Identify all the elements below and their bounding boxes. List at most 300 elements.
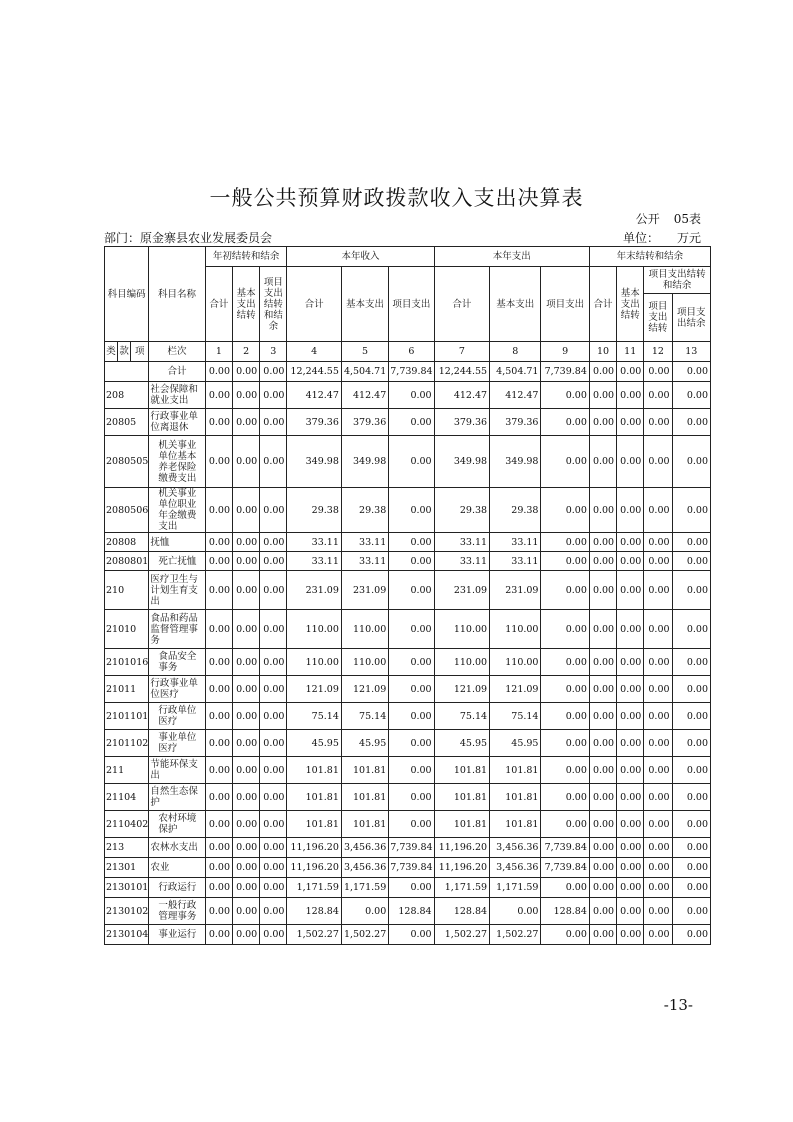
value-cell: 0.00 [233,925,260,945]
value-cell: 33.11 [341,552,388,571]
value-cell: 0.00 [617,610,644,649]
value-cell: 0.00 [672,488,710,533]
value-cell: 110.00 [287,610,341,649]
value-cell: 33.11 [490,533,541,552]
value-cell: 0.00 [389,784,434,811]
value-cell: 0.00 [233,649,260,676]
value-cell: 0.00 [260,552,287,571]
value-cell: 0.00 [260,362,287,382]
subject-name-cell: 社会保障和就业支出 [149,382,205,409]
value-cell: 0.00 [233,811,260,838]
value-cell: 0.00 [233,838,260,858]
subject-code-cell: 2130104 [105,925,149,945]
value-cell: 0.00 [644,878,672,898]
table-row [105,571,711,610]
subject-name-cell: 一般行政管理事务 [149,898,205,925]
value-cell: 0.00 [617,382,644,409]
value-cell: 0.00 [541,925,589,945]
value-cell: 0.00 [644,676,672,703]
subject-name-cell: 农业 [149,858,205,878]
value-cell: 0.00 [644,730,672,757]
value-cell: 0.00 [260,571,287,610]
value-cell: 12,244.55 [287,362,341,382]
subject-name-cell: 合计 [149,362,205,382]
value-cell: 0.00 [541,676,589,703]
subject-name-cell: 医疗卫生与计划生育支出 [149,571,205,610]
value-cell: 0.00 [233,784,260,811]
table-row [105,409,711,436]
value-cell: 0.00 [389,878,434,898]
value-cell: 0.00 [617,858,644,878]
value-cell: 0.00 [589,925,616,945]
value-cell: 7,739.84 [541,858,589,878]
subject-code-cell: 213 [105,838,149,858]
value-cell: 121.09 [490,676,541,703]
value-cell: 3,456.36 [341,838,388,858]
value-cell: 0.00 [589,533,616,552]
value-cell: 0.00 [260,878,287,898]
value-cell: 1,171.59 [434,878,489,898]
value-cell: 0.00 [389,757,434,784]
value-cell: 0.00 [589,610,616,649]
value-cell: 0.00 [233,362,260,382]
value-cell: 33.11 [287,533,341,552]
header-subject-name: 科目名称 [149,247,205,342]
column-number: 5 [341,342,388,362]
value-cell: 0.00 [589,703,616,730]
value-cell: 231.09 [434,571,489,610]
value-cell: 0.00 [672,552,710,571]
value-cell: 0.00 [541,730,589,757]
column-number: 2 [233,342,260,362]
value-cell: 0.00 [617,436,644,488]
value-cell: 0.00 [260,703,287,730]
value-cell: 0.00 [205,878,232,898]
header-closing-total: 合计 [589,267,616,342]
value-cell: 0.00 [589,409,616,436]
value-cell: 0.00 [233,533,260,552]
subject-code-cell: 210 [105,571,149,610]
value-cell: 0.00 [205,409,232,436]
value-cell: 0.00 [205,488,232,533]
value-cell: 349.98 [434,436,489,488]
department-label: 部门：原金寨县农业发展委员会 [104,231,273,245]
value-cell: 0.00 [589,362,616,382]
value-cell: 0.00 [672,409,710,436]
value-cell: 0.00 [644,552,672,571]
value-cell: 0.00 [672,925,710,945]
value-cell: 11,196.20 [287,858,341,878]
column-number: 3 [260,342,287,362]
value-cell: 29.38 [287,488,341,533]
value-cell: 0.00 [260,730,287,757]
subject-code-cell: 2130102 [105,898,149,925]
value-cell: 0.00 [260,858,287,878]
subject-name-cell: 行政运行 [149,878,205,898]
value-cell: 0.00 [672,811,710,838]
subject-code-cell: 20805 [105,409,149,436]
value-cell: 75.14 [490,703,541,730]
subject-code-cell: 2110402 [105,811,149,838]
column-number: 10 [589,342,616,362]
table-row [105,784,711,811]
value-cell: 379.36 [434,409,489,436]
table-row [105,838,711,858]
value-cell: 0.00 [233,552,260,571]
table-row [105,552,711,571]
value-cell: 412.47 [490,382,541,409]
value-cell: 0.00 [644,838,672,858]
value-cell: 0.00 [617,552,644,571]
value-cell: 0.00 [233,757,260,784]
budget-table [104,246,711,945]
value-cell: 0.00 [617,362,644,382]
value-cell: 7,739.84 [541,362,589,382]
value-cell: 0.00 [541,488,589,533]
value-cell: 7,739.84 [389,362,434,382]
value-cell: 0.00 [260,784,287,811]
form-number-label: 公开 [635,212,660,226]
value-cell: 0.00 [260,533,287,552]
value-cell: 0.00 [672,533,710,552]
value-cell: 45.95 [434,730,489,757]
header-income-project: 项目支出 [389,267,434,342]
subject-code-cell: 2130101 [105,878,149,898]
value-cell: 0.00 [233,382,260,409]
value-cell: 0.00 [672,838,710,858]
value-cell: 1,502.27 [490,925,541,945]
column-number: 9 [541,342,589,362]
value-cell: 0.00 [490,898,541,925]
value-cell: 0.00 [617,571,644,610]
subject-name-cell: 自然生态保护 [149,784,205,811]
header-opening-balance: 年初结转和结余 [205,247,287,267]
header-expense-project: 项目支出 [541,267,589,342]
column-number: 12 [644,342,672,362]
table-row [105,898,711,925]
value-cell: 0.00 [589,730,616,757]
value-cell: 29.38 [341,488,388,533]
value-cell: 0.00 [589,571,616,610]
value-cell: 128.84 [389,898,434,925]
value-cell: 4,504.71 [341,362,388,382]
value-cell: 110.00 [341,649,388,676]
subject-name-cell: 食品安全事务 [149,649,205,676]
subject-name-cell: 食品和药品监督管理事务 [149,610,205,649]
value-cell: 0.00 [589,552,616,571]
value-cell: 121.09 [434,676,489,703]
value-cell: 349.98 [490,436,541,488]
table-row [105,610,711,649]
subject-name-cell: 行政事业单位医疗 [149,676,205,703]
value-cell: 121.09 [341,676,388,703]
value-cell: 0.00 [389,649,434,676]
header-subject-code: 科目编码 [105,247,149,342]
value-cell: 0.00 [260,610,287,649]
value-cell: 110.00 [490,610,541,649]
subject-code-cell: 2101101 [105,703,149,730]
value-cell: 0.00 [389,552,434,571]
subject-code-cell: 2080505 [105,436,149,488]
value-cell: 0.00 [205,898,232,925]
value-cell: 0.00 [644,858,672,878]
value-cell: 0.00 [541,409,589,436]
value-cell: 0.00 [541,784,589,811]
value-cell: 0.00 [233,436,260,488]
value-cell: 0.00 [672,382,710,409]
subject-name-cell: 机关事业单位基本养老保险缴费支出 [149,436,205,488]
table-row [105,436,711,488]
value-cell: 0.00 [205,811,232,838]
header-closing-balance: 年末结转和结余 [589,247,710,267]
value-cell: 0.00 [644,409,672,436]
value-cell: 0.00 [205,784,232,811]
value-cell: 0.00 [644,610,672,649]
value-cell: 0.00 [205,552,232,571]
subject-code-cell: 211 [105,757,149,784]
value-cell: 128.84 [287,898,341,925]
value-cell: 12,244.55 [434,362,489,382]
value-cell: 0.00 [617,676,644,703]
value-cell: 0.00 [644,757,672,784]
header-kuan: 款 [118,342,131,362]
value-cell: 101.81 [434,784,489,811]
value-cell: 349.98 [341,436,388,488]
value-cell: 0.00 [589,757,616,784]
value-cell: 0.00 [617,878,644,898]
value-cell: 33.11 [434,533,489,552]
subject-code-cell: 2101102 [105,730,149,757]
value-cell: 45.95 [341,730,388,757]
value-cell: 0.00 [233,898,260,925]
value-cell: 0.00 [260,757,287,784]
subject-name-cell: 机关事业单位职业年金缴费支出 [149,488,205,533]
header-expense-total: 合计 [434,267,489,342]
value-cell: 0.00 [233,878,260,898]
value-cell: 1,502.27 [287,925,341,945]
value-cell: 0.00 [389,610,434,649]
table-row [105,858,711,878]
value-cell: 412.47 [341,382,388,409]
value-cell: 0.00 [541,649,589,676]
value-cell: 0.00 [644,488,672,533]
subject-code-cell: 21104 [105,784,149,811]
subject-name-cell: 抚恤 [149,533,205,552]
value-cell: 101.81 [287,757,341,784]
column-number: 6 [389,342,434,362]
value-cell: 0.00 [617,838,644,858]
column-number: 11 [617,342,644,362]
value-cell: 0.00 [260,436,287,488]
table-row [105,362,711,382]
value-cell: 0.00 [205,382,232,409]
unit-label [605,229,701,246]
table-row [105,676,711,703]
value-cell: 1,502.27 [341,925,388,945]
value-cell: 0.00 [541,436,589,488]
value-cell: 0.00 [589,838,616,858]
value-cell: 379.36 [341,409,388,436]
value-cell: 0.00 [205,610,232,649]
value-cell: 0.00 [617,649,644,676]
value-cell: 128.84 [434,898,489,925]
subject-name-cell: 行政单位医疗 [149,703,205,730]
value-cell: 0.00 [672,676,710,703]
value-cell: 0.00 [260,676,287,703]
value-cell: 0.00 [589,436,616,488]
table-row [105,533,711,552]
value-cell: 0.00 [205,649,232,676]
subject-name-cell: 行政事业单位离退休 [149,409,205,436]
value-cell: 0.00 [233,409,260,436]
value-cell: 0.00 [233,610,260,649]
value-cell: 412.47 [434,382,489,409]
value-cell: 0.00 [589,898,616,925]
value-cell: 0.00 [260,898,287,925]
table-row [105,488,711,533]
value-cell: 412.47 [287,382,341,409]
value-cell: 0.00 [260,925,287,945]
value-cell: 4,504.71 [490,362,541,382]
value-cell: 0.00 [389,811,434,838]
subject-code-cell: 21301 [105,858,149,878]
value-cell: 0.00 [233,571,260,610]
value-cell: 0.00 [389,533,434,552]
value-cell: 0.00 [644,649,672,676]
table-row [105,878,711,898]
value-cell: 0.00 [672,649,710,676]
value-cell: 33.11 [490,552,541,571]
column-number: 1 [205,342,232,362]
value-cell: 101.81 [341,784,388,811]
header-current-income: 本年收入 [287,247,434,267]
value-cell: 101.81 [341,811,388,838]
value-cell: 101.81 [434,757,489,784]
value-cell: 0.00 [644,382,672,409]
header-lei: 类 [105,342,118,362]
value-cell: 0.00 [672,858,710,878]
header-opening-total: 合计 [205,267,232,342]
value-cell: 29.38 [490,488,541,533]
value-cell: 7,739.84 [389,858,434,878]
value-cell: 0.00 [589,676,616,703]
value-cell: 231.09 [490,571,541,610]
value-cell: 0.00 [205,676,232,703]
subject-code-cell: 2080801 [105,552,149,571]
value-cell: 3,456.36 [490,858,541,878]
value-cell: 0.00 [260,382,287,409]
value-cell: 11,196.20 [434,838,489,858]
table-row [105,730,711,757]
value-cell: 0.00 [260,838,287,858]
value-cell: 0.00 [233,488,260,533]
header-income-total: 合计 [287,267,341,342]
unit-label-text: 单位： [622,231,659,245]
value-cell: 0.00 [389,925,434,945]
value-cell: 75.14 [287,703,341,730]
unit-value: 万元 [676,231,701,245]
value-cell: 0.00 [617,730,644,757]
value-cell: 0.00 [233,858,260,878]
value-cell: 0.00 [260,649,287,676]
value-cell: 0.00 [205,571,232,610]
value-cell: 0.00 [617,925,644,945]
value-cell: 0.00 [589,784,616,811]
value-cell: 101.81 [287,784,341,811]
value-cell: 0.00 [672,703,710,730]
value-cell: 1,171.59 [287,878,341,898]
value-cell: 33.11 [341,533,388,552]
subject-code-cell: 2101016 [105,649,149,676]
value-cell: 0.00 [233,676,260,703]
value-cell: 0.00 [205,858,232,878]
column-number: 13 [672,342,710,362]
value-cell: 75.14 [434,703,489,730]
value-cell: 0.00 [644,571,672,610]
value-cell: 0.00 [341,898,388,925]
value-cell: 0.00 [589,858,616,878]
value-cell: 101.81 [490,784,541,811]
value-cell: 0.00 [644,703,672,730]
value-cell: 110.00 [434,649,489,676]
value-cell: 0.00 [233,730,260,757]
value-cell: 7,739.84 [541,838,589,858]
value-cell: 0.00 [644,533,672,552]
value-cell: 101.81 [434,811,489,838]
form-number-value: 05表 [673,212,701,226]
table-row [105,811,711,838]
value-cell: 0.00 [541,533,589,552]
value-cell: 0.00 [644,784,672,811]
value-cell: 231.09 [287,571,341,610]
subject-code-cell: 21011 [105,676,149,703]
table-row [105,703,711,730]
value-cell: 110.00 [434,610,489,649]
value-cell: 0.00 [644,925,672,945]
subject-code-cell: 21010 [105,610,149,649]
value-cell: 0.00 [260,409,287,436]
column-number: 7 [434,342,489,362]
subject-code-cell: 2080506 [105,488,149,533]
subject-code-cell: 208 [105,382,149,409]
value-cell: 0.00 [233,703,260,730]
header-lanci: 栏次 [149,342,205,362]
column-number: 4 [287,342,341,362]
value-cell: 0.00 [672,757,710,784]
value-cell: 0.00 [644,811,672,838]
value-cell: 128.84 [541,898,589,925]
subject-code-cell [105,362,149,382]
value-cell: 3,456.36 [341,858,388,878]
value-cell: 0.00 [389,436,434,488]
value-cell: 0.00 [617,409,644,436]
value-cell: 0.00 [672,730,710,757]
header-current-expense: 本年支出 [434,247,589,267]
value-cell: 0.00 [672,878,710,898]
value-cell: 0.00 [672,362,710,382]
value-cell: 0.00 [205,362,232,382]
value-cell: 0.00 [672,571,710,610]
value-cell: 0.00 [672,784,710,811]
value-cell: 0.00 [389,382,434,409]
header-closing-project-balance: 项目支出结余 [672,294,710,342]
subject-code-cell: 20808 [105,533,149,552]
value-cell: 121.09 [287,676,341,703]
value-cell: 101.81 [490,757,541,784]
value-cell: 0.00 [205,757,232,784]
header-closing-basic-carry: 基本支出结转 [617,267,644,342]
value-cell: 0.00 [205,925,232,945]
